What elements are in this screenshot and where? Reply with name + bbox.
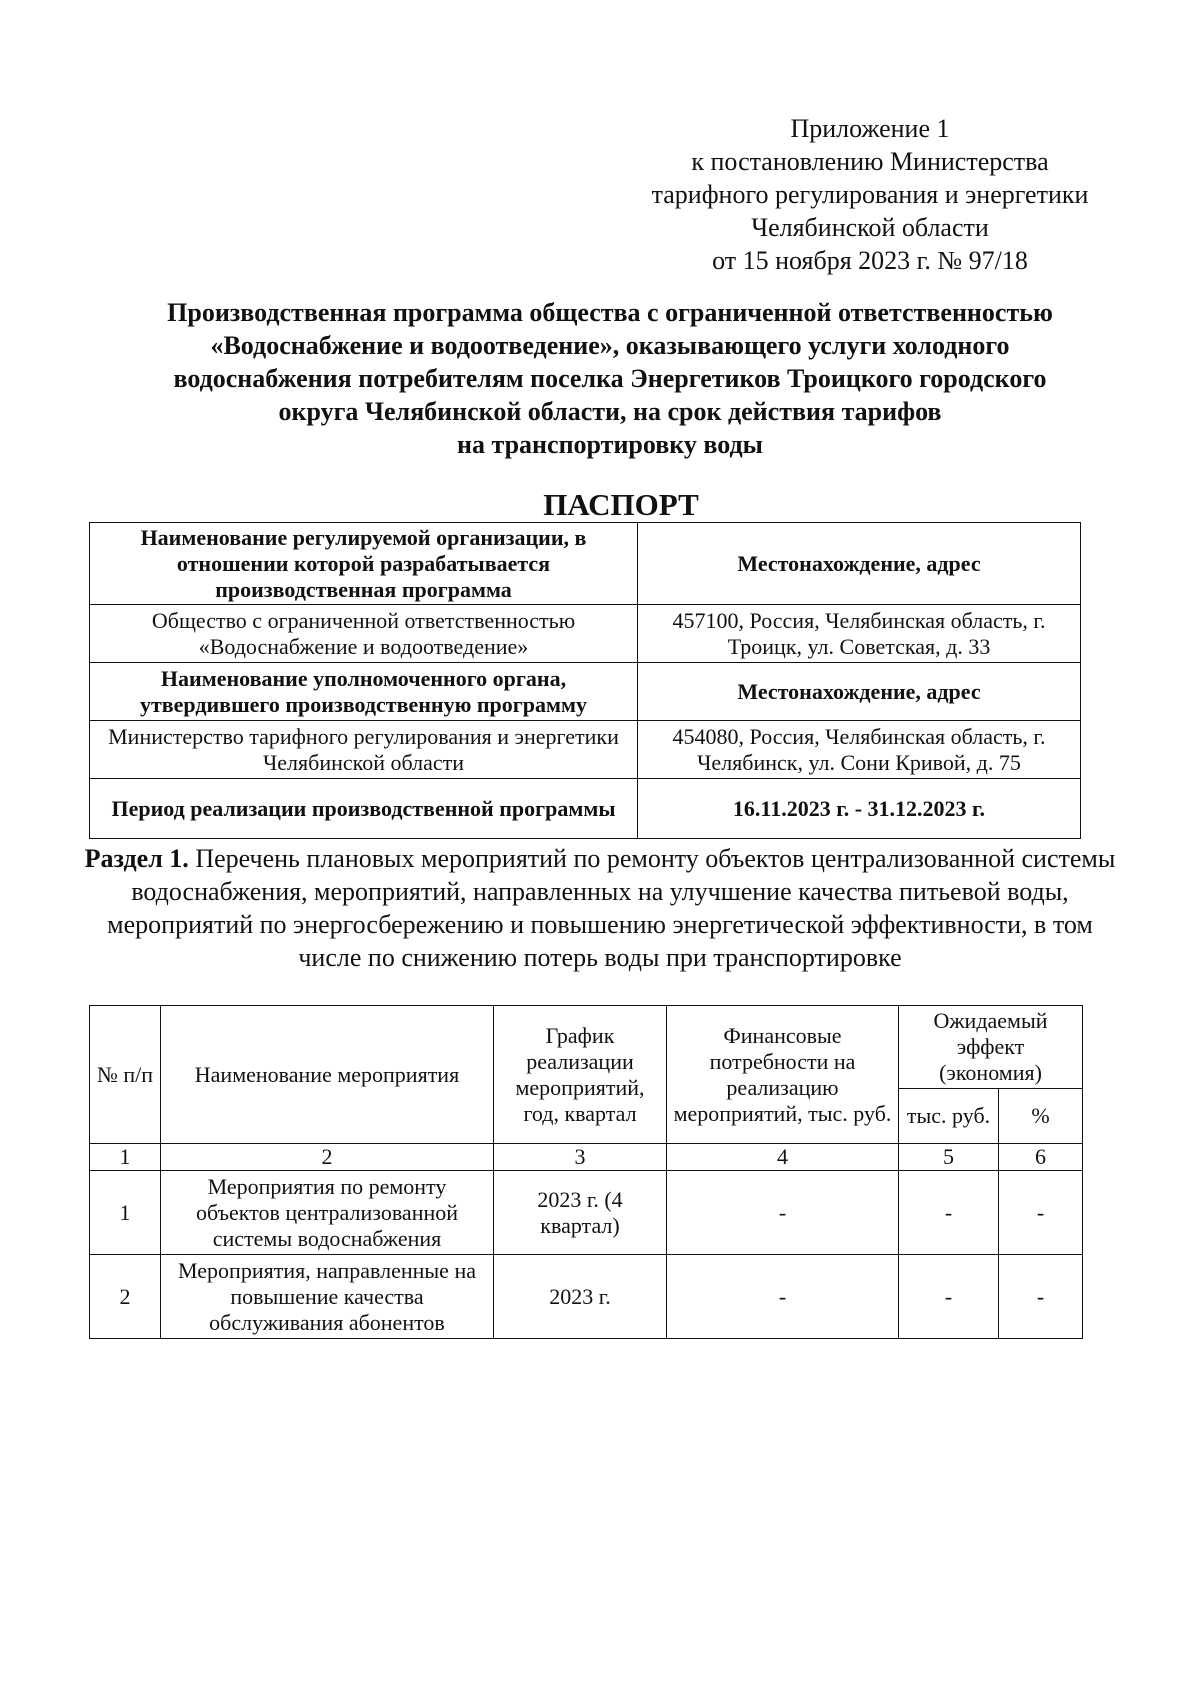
column-number-row bbox=[90, 1144, 1083, 1171]
passport-table bbox=[89, 522, 1081, 839]
title-line: «Водоснабжение и водоотведение», оказывающего услуги холодного bbox=[210, 331, 1010, 360]
authority-address-cell: 454080, Россия, Челябинская область, г. Челябинск, ул. Сони Кривой, д. 75 bbox=[638, 721, 1081, 779]
column-number: 5 bbox=[899, 1144, 999, 1171]
title-line: водоснабжения потребителям поселка Энергетиков Троицкого городского bbox=[173, 364, 1047, 393]
location-header-cell: Местонахождение, адрес bbox=[638, 523, 1081, 605]
measure-name: Мероприятия по ремонту объектов централизованной системы водоснабжения bbox=[161, 1171, 494, 1255]
column-number: 1 bbox=[90, 1144, 161, 1171]
measure-effect-rub: - bbox=[899, 1171, 999, 1255]
org-header-cell: Наименование регулируемой организации, в отношении которой разрабатывается производственная программа bbox=[90, 523, 638, 605]
org-address-cell: 457100, Россия, Челябинская область, г. Троицк, ул. Советская, д. 33 bbox=[638, 605, 1081, 663]
appendix-block bbox=[620, 112, 1120, 277]
measure-effect-rub: - bbox=[899, 1255, 999, 1339]
authority-name-cell: Министерство тарифного регулирования и энергетики Челябинской области bbox=[90, 721, 638, 779]
measure-effect-percent: - bbox=[999, 1171, 1083, 1255]
measure-schedule: 2023 г. (4 квартал) bbox=[494, 1171, 667, 1255]
row-number: 2 bbox=[90, 1255, 161, 1339]
measure-effect-percent: - bbox=[999, 1255, 1083, 1339]
measure-financial: - bbox=[667, 1171, 899, 1255]
title-line: на транспортировку воды bbox=[457, 430, 763, 459]
measure-financial: - bbox=[667, 1255, 899, 1339]
table-row bbox=[90, 1255, 1083, 1339]
row-number: 1 bbox=[90, 1171, 161, 1255]
measure-name: Мероприятия, направленные на повышение качества обслуживания абонентов bbox=[161, 1255, 494, 1339]
measures-table bbox=[89, 1005, 1083, 1339]
section-1-label: Раздел 1. bbox=[84, 844, 189, 873]
measure-schedule: 2023 г. bbox=[494, 1255, 667, 1339]
schedule-header: График реализации мероприятий, год, квартал bbox=[494, 1006, 667, 1144]
appendix-line: тарифного регулирования и энергетики bbox=[651, 180, 1089, 209]
document-title bbox=[60, 296, 1160, 461]
table-row bbox=[90, 605, 1081, 663]
section-1-title bbox=[80, 842, 1120, 974]
number-header: № п/п bbox=[90, 1006, 161, 1144]
effect-rub-header: тыс. руб. bbox=[899, 1089, 999, 1144]
passport-heading: ПАСПОРТ bbox=[543, 487, 699, 522]
authority-header-cell: Наименование уполномоченного органа, утвердившего производственную программу bbox=[90, 663, 638, 721]
location-header-cell-2: Местонахождение, адрес bbox=[638, 663, 1081, 721]
column-number: 3 bbox=[494, 1144, 667, 1171]
title-line: Производственная программа общества с ограниченной ответственностью bbox=[167, 298, 1053, 327]
financial-header: Финансовые потребности на реализацию мероприятий, тыс. руб. bbox=[667, 1006, 899, 1144]
appendix-line: Приложение 1 bbox=[790, 114, 950, 143]
org-name-cell: Общество с ограниченной ответственностью «Водоснабжение и водоотведение» bbox=[90, 605, 638, 663]
table-row bbox=[90, 1171, 1083, 1255]
period-label-cell: Период реализации производственной программы bbox=[90, 779, 638, 839]
table-row bbox=[90, 721, 1081, 779]
title-line: округа Челябинской области, на срок действия тарифов bbox=[278, 397, 942, 426]
effect-percent-header: % bbox=[999, 1089, 1083, 1144]
appendix-line: к постановлению Министерства bbox=[691, 147, 1049, 176]
section-1-text: Перечень плановых мероприятий по ремонту объектов централизованной системы водоснабжения, мероприятий, направленных на улучшение качества питьевой воды, мероприятий по энергосбережению и повышению энергетической эффективности, в том числе по снижению потерь воды при транспортировке bbox=[107, 844, 1116, 972]
table-row bbox=[90, 523, 1081, 605]
column-number: 2 bbox=[161, 1144, 494, 1171]
table-row bbox=[90, 663, 1081, 721]
column-number: 4 bbox=[667, 1144, 899, 1171]
appendix-line: от 15 ноября 2023 г. № 97/18 bbox=[712, 246, 1028, 275]
period-value-cell: 16.11.2023 г. - 31.12.2023 г. bbox=[638, 779, 1081, 839]
table-header-row bbox=[90, 1006, 1083, 1089]
appendix-line: Челябинской области bbox=[751, 213, 989, 242]
column-number: 6 bbox=[999, 1144, 1083, 1171]
effect-header: Ожидаемый эффект (экономия) bbox=[899, 1006, 1083, 1089]
table-row bbox=[90, 779, 1081, 839]
name-header: Наименование мероприятия bbox=[161, 1006, 494, 1144]
